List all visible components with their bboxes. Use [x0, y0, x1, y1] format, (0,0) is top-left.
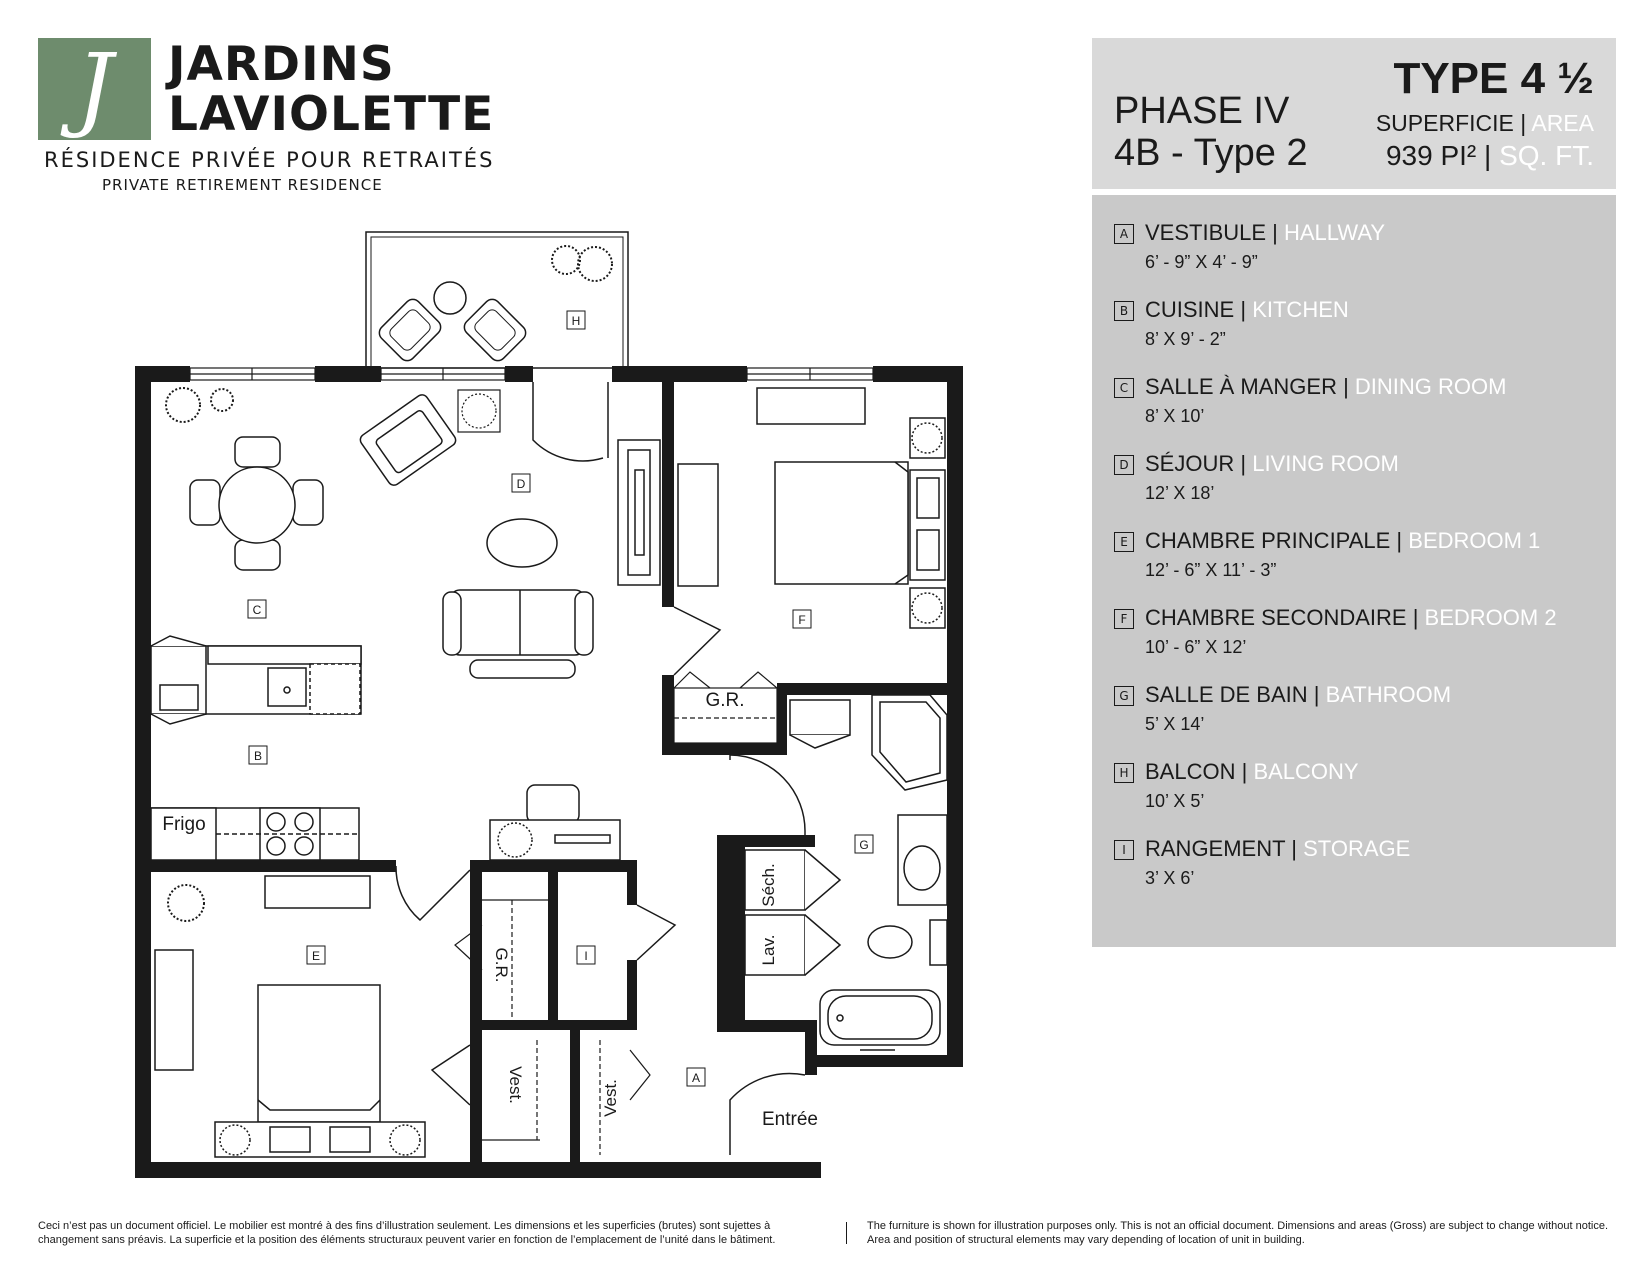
room-name-fr: CUISINE: [1145, 297, 1235, 322]
room-dimensions: 8’ X 9’ - 2”: [1145, 329, 1226, 349]
area-value-sep: |: [1476, 140, 1500, 171]
svg-text:I: I: [584, 949, 588, 963]
label-frigo: Frigo: [162, 814, 206, 835]
label-washer: Lav.: [759, 934, 778, 966]
room-name-en: KITCHEN: [1252, 297, 1349, 322]
room-dimensions: 3’ X 6’: [1145, 868, 1195, 888]
plant-icon: [168, 885, 204, 921]
room-marker-h: [567, 311, 585, 329]
room-name-fr: VESTIBULE: [1145, 220, 1267, 245]
balcony-chair: [376, 296, 444, 364]
room-marker-e: [307, 946, 325, 964]
room-code-badge: D: [1114, 455, 1134, 475]
room-dimensions: 10’ - 6” X 12’: [1145, 637, 1247, 657]
room-marker-b: [249, 746, 267, 764]
room-name-en: BEDROOM 1: [1408, 528, 1541, 553]
room-name: CUISINE | KITCHEN: [1145, 297, 1349, 322]
room-name-fr: SALLE À MANGER: [1145, 374, 1337, 399]
area-value-fr: 939 PI²: [1385, 140, 1477, 171]
room-name-en: DINING ROOM: [1354, 374, 1507, 399]
label-gr-closet: G.R.: [705, 690, 745, 711]
phase-line-1: PHASE IV: [1114, 90, 1290, 132]
bed-1: [155, 876, 425, 1157]
unit-type-title: TYPE 4 ½: [1393, 54, 1594, 103]
svg-text:E: E: [311, 949, 321, 963]
room-name: SALLE À MANGER | DINING ROOM: [1145, 374, 1507, 399]
room-name-fr: SALLE DE BAIN: [1145, 682, 1308, 707]
tagline-fr: RÉSIDENCE PRIVÉE POUR RETRAITÉS: [44, 148, 495, 172]
plant-icon: [166, 388, 233, 422]
disclaimer-en: The furniture is shown for illustration purposes only. This is not an official document. Dimensions and areas (Gross) are subject to change without notice. Area and position of structural elements may vary depending of location of unit in building.: [867, 1220, 1609, 1246]
logo-monogram: J: [76, 34, 113, 141]
room-code-badge: C: [1114, 378, 1134, 398]
svg-text:D: D: [516, 477, 526, 491]
room-dimensions: 12’ X 18’: [1145, 483, 1215, 503]
svg-text:H: H: [571, 314, 581, 328]
balcony: [366, 232, 628, 368]
area-label-en: AREA: [1531, 110, 1594, 136]
balcony-table: [434, 282, 466, 314]
room-name-en: HALLWAY: [1284, 220, 1386, 245]
svg-text:F: F: [798, 613, 806, 627]
label-dryer: Séch.: [759, 863, 778, 907]
svg-text:A: A: [691, 1071, 701, 1085]
room-name-fr: RANGEMENT: [1145, 836, 1286, 861]
sofa: [443, 590, 593, 678]
area-label-sep: |: [1513, 110, 1532, 136]
balcony-chair: [461, 296, 529, 364]
room-name-fr: BALCON: [1145, 759, 1236, 784]
svg-text:B: B: [253, 749, 263, 763]
room-name-fr: SÉJOUR: [1145, 451, 1235, 476]
room-marker-d: [512, 474, 530, 492]
room-name: VESTIBULE | HALLWAY: [1145, 220, 1386, 245]
tagline-en: PRIVATE RETIREMENT RESIDENCE: [102, 176, 383, 194]
side-table-fan: [458, 390, 500, 432]
svg-text:G: G: [859, 838, 869, 852]
doors: [396, 382, 805, 1155]
room-marker-f: [793, 610, 811, 628]
room-code-badge: H: [1114, 763, 1134, 783]
room-marker-i: [577, 946, 595, 964]
room-code-badge: F: [1114, 609, 1134, 629]
area-label-fr: SUPERFICIE: [1375, 110, 1514, 136]
bed-2: [678, 388, 945, 628]
plant-icon: [552, 246, 612, 281]
room-marker-c: [248, 600, 266, 618]
room-name: SÉJOUR | LIVING ROOM: [1145, 451, 1399, 476]
label-entree: Entrée: [762, 1109, 818, 1130]
room-code-badge: E: [1114, 532, 1134, 552]
coffee-table: [487, 519, 557, 567]
room-name: CHAMBRE SECONDAIRE | BEDROOM 2: [1145, 605, 1557, 630]
room-name: RANGEMENT | STORAGE: [1145, 836, 1411, 861]
footer-divider: [846, 1222, 847, 1244]
tv-unit: [618, 440, 660, 585]
room-code-badge: G: [1114, 686, 1134, 706]
dining-set: [190, 437, 323, 570]
area-value-en: SQ. FT.: [1499, 140, 1594, 171]
room-marker-a: [687, 1068, 705, 1086]
phase-line-2: 4B - Type 2: [1114, 132, 1308, 174]
brand-line-2: LAVIOLETTE: [168, 87, 495, 142]
room-code-badge: I: [1114, 840, 1134, 860]
label-gr-closet-2: G.R.: [492, 947, 511, 983]
room-dimensions: 8’ X 10’: [1145, 406, 1205, 426]
disclaimer-fr: Ceci n’est pas un document officiel. Le mobilier est montré à des fins d’illustration seulement. Les dimensions et les superficies (brutes) sont sujettes à changement sans préavis. La superficie et la position des éléments structuraux peuvent varier en fonction de l’emplacement de l’unité dans le bâtiment.: [38, 1220, 776, 1246]
room-dimensions: 5’ X 14’: [1145, 714, 1205, 734]
armchair: [358, 392, 458, 487]
room-name-en: BALCONY: [1253, 759, 1359, 784]
room-name-en: BEDROOM 2: [1424, 605, 1557, 630]
room-marker-g: [855, 835, 873, 853]
room-name: BALCON | BALCONY: [1145, 759, 1359, 784]
kitchen-counter: [151, 636, 361, 724]
room-name-en: LIVING ROOM: [1252, 451, 1399, 476]
svg-text:C: C: [252, 603, 262, 617]
room-dimensions: 6’ - 9” X 4’ - 9”: [1145, 252, 1258, 272]
room-dimensions: 10’ X 5’: [1145, 791, 1205, 811]
room-name: CHAMBRE PRINCIPALE | BEDROOM 1: [1145, 528, 1541, 553]
room-name-fr: CHAMBRE SECONDAIRE: [1145, 605, 1407, 630]
room-code-badge: A: [1114, 224, 1134, 244]
room-name: SALLE DE BAIN | BATHROOM: [1145, 682, 1452, 707]
room-name-fr: CHAMBRE PRINCIPALE: [1145, 528, 1391, 553]
room-name-en: STORAGE: [1303, 836, 1411, 861]
room-code-badge: B: [1114, 301, 1134, 321]
label-vest-2: Vest.: [601, 1079, 620, 1117]
room-dimensions: 12’ - 6” X 11’ - 3”: [1145, 560, 1277, 580]
label-vest-1: Vest.: [506, 1066, 525, 1104]
brand-line-1: JARDINS: [168, 37, 395, 92]
desk: [490, 785, 620, 860]
room-name-en: BATHROOM: [1325, 682, 1452, 707]
